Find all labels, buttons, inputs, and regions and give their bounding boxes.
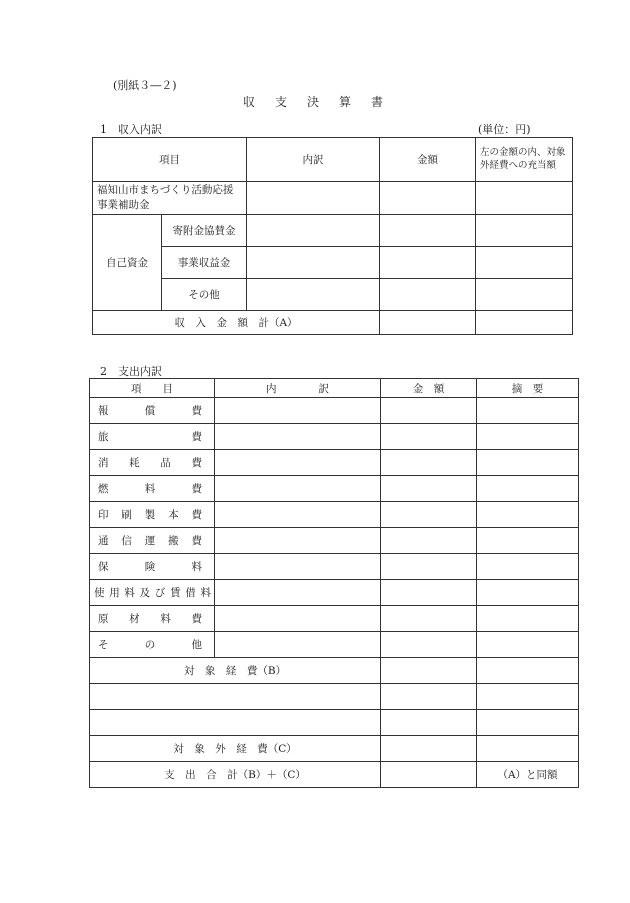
own-funds-row-3 bbox=[93, 279, 573, 311]
expense-row bbox=[90, 398, 579, 424]
expense-detail-cell bbox=[215, 580, 381, 606]
expense-row bbox=[90, 580, 579, 606]
expense-amount-cell bbox=[381, 398, 477, 424]
expense-detail-cell bbox=[215, 606, 381, 632]
expense-header-note: 摘 要 bbox=[477, 379, 579, 398]
expense-note-cell bbox=[477, 554, 579, 580]
blank-amount-cell bbox=[381, 710, 477, 736]
other-note-cell bbox=[476, 279, 573, 311]
expense-header-item: 項 目 bbox=[90, 379, 215, 398]
expense-header-amount: 金 額 bbox=[381, 379, 477, 398]
donation-detail-cell bbox=[247, 215, 380, 247]
expense-item-label: 旅費 bbox=[90, 424, 215, 450]
expense-row bbox=[90, 424, 579, 450]
expense-header-row bbox=[90, 379, 579, 398]
income-subsidy-row bbox=[93, 182, 573, 215]
expense-row bbox=[90, 528, 579, 554]
own-funds-row-2 bbox=[93, 247, 573, 279]
own-funds-item-donation: 寄附金協賛金 bbox=[162, 215, 247, 247]
revenue-note-cell bbox=[476, 247, 573, 279]
expense-amount-cell bbox=[381, 554, 477, 580]
blank-row bbox=[90, 684, 579, 710]
donation-note-cell bbox=[476, 215, 573, 247]
expense-detail-cell bbox=[215, 476, 381, 502]
expense-note-cell bbox=[477, 450, 579, 476]
non-target-expense-label: 対 象 外 経 費（C） bbox=[90, 736, 381, 762]
non-target-amount-cell bbox=[381, 736, 477, 762]
subsidy-label: 福知山市まちづくり活動応援事業補助金 bbox=[93, 182, 247, 215]
income-header-item: 項目 bbox=[93, 138, 247, 182]
expense-note-cell bbox=[477, 606, 579, 632]
expense-header-detail: 内 訳 bbox=[215, 379, 381, 398]
revenue-amount-cell bbox=[380, 247, 476, 279]
other-detail-cell bbox=[247, 279, 380, 311]
blank-note-cell bbox=[477, 710, 579, 736]
own-funds-label: 自己資金 bbox=[93, 215, 162, 311]
own-funds-item-revenue: 事業収益金 bbox=[162, 247, 247, 279]
expense-item-label: 消耗品費 bbox=[90, 450, 215, 476]
blank-note-cell bbox=[477, 684, 579, 710]
expense-note-cell bbox=[477, 528, 579, 554]
expense-item-label: 使用料及び賃借料 bbox=[90, 580, 215, 606]
expense-item-label: 報償費 bbox=[90, 398, 215, 424]
target-expense-total-label: 対 象 経 費（B） bbox=[90, 658, 381, 684]
expense-item-label: 保険料 bbox=[90, 554, 215, 580]
grand-total-row bbox=[90, 762, 579, 788]
expense-note-cell bbox=[477, 502, 579, 528]
expense-amount-cell bbox=[381, 502, 477, 528]
expense-row bbox=[90, 476, 579, 502]
expense-amount-cell bbox=[381, 632, 477, 658]
expense-amount-cell bbox=[381, 580, 477, 606]
subsidy-amount-cell bbox=[380, 182, 476, 215]
expense-row bbox=[90, 502, 579, 528]
expense-row bbox=[90, 554, 579, 580]
attachment-label: (別紙３―２) bbox=[113, 79, 177, 92]
expense-note-cell bbox=[477, 398, 579, 424]
unit-label: (単位：円) bbox=[478, 123, 531, 136]
own-funds-row-1 bbox=[93, 215, 573, 247]
page-title: 収 支 決 算 書 bbox=[242, 95, 387, 109]
expense-detail-cell bbox=[215, 398, 381, 424]
target-expense-note-cell bbox=[477, 658, 579, 684]
expense-amount-cell bbox=[381, 606, 477, 632]
expense-note-cell bbox=[477, 424, 579, 450]
income-total-label: 収 入 金 額 計（A） bbox=[93, 311, 380, 335]
donation-amount-cell bbox=[380, 215, 476, 247]
income-section-label: 1 収入内訳 bbox=[100, 123, 162, 136]
expense-row bbox=[90, 606, 579, 632]
subsidy-detail-cell bbox=[247, 182, 380, 215]
income-header-note: 左の金額の内、対象外経費への充当額 bbox=[476, 138, 573, 182]
income-total-note-cell bbox=[476, 311, 573, 335]
expense-amount-cell bbox=[381, 476, 477, 502]
expense-item-label: 印刷製本費 bbox=[90, 502, 215, 528]
blank-cell bbox=[90, 710, 381, 736]
expense-amount-cell bbox=[381, 528, 477, 554]
blank-cell bbox=[90, 684, 381, 710]
own-funds-item-other: その他 bbox=[162, 279, 247, 311]
expense-item-label: 原材料費 bbox=[90, 606, 215, 632]
expense-detail-cell bbox=[215, 528, 381, 554]
income-total-amount-cell bbox=[380, 311, 476, 335]
expense-detail-cell bbox=[215, 450, 381, 476]
expense-amount-cell bbox=[381, 424, 477, 450]
expense-detail-cell bbox=[215, 424, 381, 450]
income-header-row bbox=[93, 138, 573, 182]
expense-amount-cell bbox=[381, 450, 477, 476]
expense-note-cell bbox=[477, 580, 579, 606]
expense-detail-cell bbox=[215, 554, 381, 580]
grand-total-label: 支 出 合 計（B）＋（C） bbox=[90, 762, 381, 788]
income-table bbox=[92, 137, 573, 335]
expense-row bbox=[90, 632, 579, 658]
expense-detail-cell bbox=[215, 632, 381, 658]
non-target-note-cell bbox=[477, 736, 579, 762]
blank-amount-cell bbox=[381, 684, 477, 710]
income-header-detail: 内訳 bbox=[247, 138, 380, 182]
subsidy-note-cell bbox=[476, 182, 573, 215]
target-expense-total-row bbox=[90, 658, 579, 684]
income-header-amount: 金額 bbox=[380, 138, 476, 182]
expense-note-cell bbox=[477, 632, 579, 658]
income-total-row bbox=[93, 311, 573, 335]
expense-item-label: 燃料費 bbox=[90, 476, 215, 502]
expense-row bbox=[90, 450, 579, 476]
revenue-detail-cell bbox=[247, 247, 380, 279]
other-amount-cell bbox=[380, 279, 476, 311]
expense-item-label: 通信運搬費 bbox=[90, 528, 215, 554]
grand-total-note: （A）と同額 bbox=[477, 762, 579, 788]
expense-note-cell bbox=[477, 476, 579, 502]
expense-table bbox=[89, 378, 579, 788]
non-target-expense-row bbox=[90, 736, 579, 762]
grand-total-amount-cell bbox=[381, 762, 477, 788]
expense-item-label: その他 bbox=[90, 632, 215, 658]
expense-detail-cell bbox=[215, 502, 381, 528]
target-expense-amount-cell bbox=[381, 658, 477, 684]
expense-section-label: 2 支出内訳 bbox=[100, 365, 162, 378]
blank-row bbox=[90, 710, 579, 736]
